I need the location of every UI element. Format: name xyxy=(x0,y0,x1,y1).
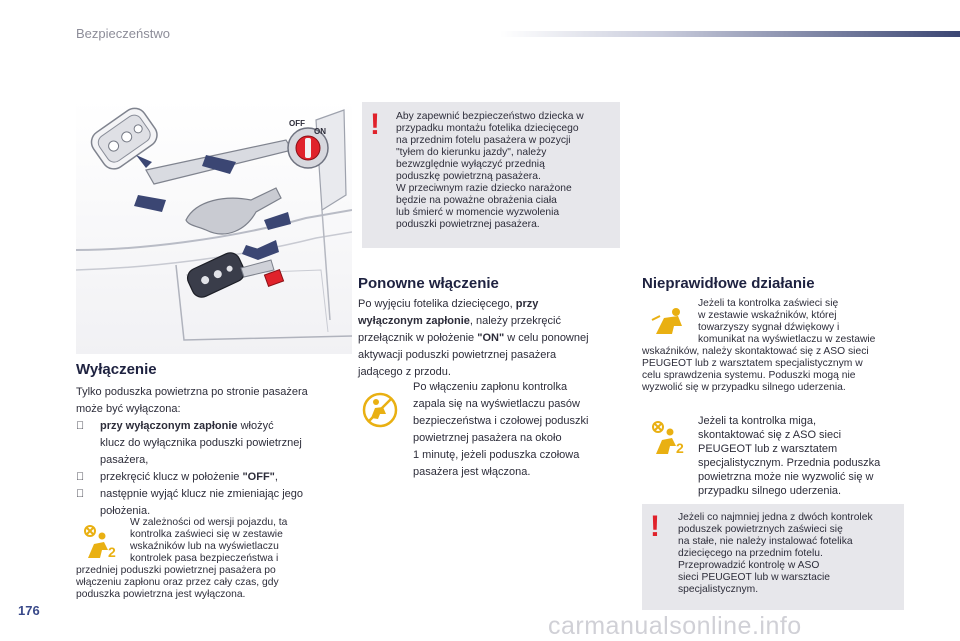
warning-line: sieci PEUGEOT lub w warsztacie xyxy=(678,572,831,583)
bold-text: wyłączonym zapłonie xyxy=(358,315,470,327)
note-line: kontrolka zaświeci się w zestawie xyxy=(130,529,283,540)
warning-line: poduszek powietrznych zaświeci się xyxy=(678,524,843,535)
section-heading-wylaczenie: Wyłączenie xyxy=(76,361,157,378)
text: , należy przekręcić xyxy=(469,315,561,327)
note-line: włączeniu zapłonu oraz przez cały czas, gdy xyxy=(76,577,279,588)
bullet-text xyxy=(100,418,274,435)
bold-text: przy xyxy=(515,298,539,310)
bullet-item xyxy=(76,418,366,435)
note-line: kontrolek pasa bezpieczeństwa i xyxy=(130,553,279,564)
note-line: Po włączeniu zapłonu kontrolka xyxy=(413,381,568,393)
note-line: poduszka powietrzna jest wyłączona. xyxy=(76,589,246,600)
note-line: powietrznej pasażera na około xyxy=(413,432,562,444)
bullet-continuation: klucz do wyłącznika poduszki powietrznej xyxy=(100,437,302,449)
warning-line: Jeżeli co najmniej jedna z dwóch kontrolek xyxy=(678,512,873,523)
note-line: zapala się na wyświetlaczu pasów xyxy=(413,398,580,410)
on-label: ON xyxy=(314,127,326,136)
note-line: specjalistycznym. Przednia poduszka xyxy=(698,457,881,469)
child-seat-warning-text xyxy=(396,111,618,231)
ponowne-line: aktywacji poduszki powietrznej pasażera xyxy=(358,349,557,361)
bullet-square-icon xyxy=(76,469,100,486)
bullet-item xyxy=(76,469,366,486)
ponowne-line xyxy=(358,296,624,313)
note-line: przypadku silnego uderzenia. xyxy=(698,485,842,497)
ponowne-line: jadącego z przodu. xyxy=(358,366,451,378)
warning-line: dziecięcego na przednim fotelu. xyxy=(678,548,823,559)
note-line: W zależności od wersji pojazdu, ta xyxy=(130,517,288,528)
text: Po wyjęciu fotelika dziecięcego, xyxy=(358,298,516,310)
warning-line: przypadku montażu fotelika dziecięcego xyxy=(396,123,579,134)
bullet-square-icon xyxy=(76,418,100,435)
page-number: 176 xyxy=(18,603,40,618)
bold-text: "OFF" xyxy=(242,471,275,483)
text: , xyxy=(274,471,278,483)
section-heading-ponowne: Ponowne włączenie xyxy=(358,275,499,292)
warning-line: Aby zapewnić bezpieczeństwo dziecka w xyxy=(396,111,584,122)
wylaczenie-body xyxy=(76,384,366,520)
text: włożyć xyxy=(237,420,274,432)
wylaczenie-intro: może być wyłączona: xyxy=(76,403,181,415)
ponowne-note xyxy=(413,379,625,481)
airbag-on-indicator-icon xyxy=(362,392,398,428)
icon-number: 2 xyxy=(676,440,684,456)
bold-text: przy wyłączonym zapłonie xyxy=(100,420,238,432)
note-line: wskaźników lub na wyświetlaczu xyxy=(130,541,279,552)
warning-line: poduszki powietrznej pasażera. xyxy=(396,219,540,230)
watermark: carmanualsonline.info xyxy=(548,612,802,640)
note-line: skontaktować się z ASO sieci xyxy=(698,429,842,441)
note-line: Jeżeli ta kontrolka miga, xyxy=(698,415,816,427)
airbag-fault-warning-text xyxy=(678,512,902,596)
note-line: pasażera jest włączona. xyxy=(413,466,531,478)
warning-line: specjalistycznym. xyxy=(678,584,759,595)
bullet-continuation: pasażera, xyxy=(100,454,149,466)
ponowne-body xyxy=(358,296,624,381)
section-heading-nieprawidlowe: Nieprawidłowe działanie xyxy=(642,275,815,292)
bullet-text xyxy=(100,469,278,486)
text: w celu ponownej xyxy=(504,332,589,344)
bullet-square-icon xyxy=(76,486,100,503)
warning-line: poduszkę powietrzną pasażera. xyxy=(396,171,541,182)
warning-line: Przeprowadzić kontrolę w ASO xyxy=(678,560,820,571)
nieprawidlowe-paragraph-2 xyxy=(698,414,906,498)
warning-line: będzie na poważne obrażenia ciała xyxy=(396,195,557,206)
warning-line: na przednim fotelu pasażera w pozycji xyxy=(396,135,571,146)
note-line: wyzwolić się w przypadku silnego uderzenia. xyxy=(642,382,846,393)
note-line: przedniej poduszki powietrznej pasażera po xyxy=(76,565,276,576)
bold-text: "ON" xyxy=(477,332,505,344)
note-line: PEUGEOT lub z warsztatem specjalistycznym w xyxy=(642,358,863,369)
note-line: celu sprawdzenia systemu. Poduszki mogą nie xyxy=(642,370,856,381)
wylaczenie-note xyxy=(76,517,368,601)
bullet-continuation: położenia. xyxy=(100,505,151,517)
off-label: OFF xyxy=(289,119,305,128)
warning-line: W przeciwnym razie dziecko narażone xyxy=(396,183,572,194)
warning-line: lub śmierć w momencie wyzwolenia xyxy=(396,207,560,218)
warning-exclamation-icon: ! xyxy=(370,108,380,141)
note-line: w zestawie wskaźników, której xyxy=(698,310,837,321)
note-line: bezpieczeństwa i czołowej poduszki xyxy=(413,415,589,427)
bullet-item xyxy=(76,486,366,503)
airbag-switch-drawing xyxy=(76,100,352,354)
note-line: PEUGEOT lub z warsztatem xyxy=(698,443,838,455)
icon-number: 2 xyxy=(108,544,116,560)
child-seat-warning-box xyxy=(362,102,620,248)
warning-exclamation-icon: ! xyxy=(650,510,660,543)
bullet-text: następnie wyjąć klucz nie zmieniając jego xyxy=(100,488,303,500)
note-line: Jeżeli ta kontrolka zaświeci się xyxy=(698,298,839,309)
warning-line: bezwzględnie wyłączyć przednią xyxy=(396,159,545,170)
header-gradient-bar xyxy=(500,31,960,37)
ponowne-line xyxy=(358,330,624,347)
airbag-switch-illustration xyxy=(76,100,352,354)
note-line: komunikat na wyświetlaczu w zestawie xyxy=(698,334,876,345)
note-line: 1 minutę, jeżeli poduszka czołowa xyxy=(413,449,580,461)
wylaczenie-intro: Tylko poduszka powietrzna po stronie pasażera xyxy=(76,386,308,398)
warning-line: na stałe, nie należy instalować fotelika xyxy=(678,536,853,547)
note-line: towarzyszy sygnał dźwiękowy i xyxy=(698,322,840,333)
ponowne-line xyxy=(358,313,624,330)
nieprawidlowe-paragraph-1 xyxy=(642,298,904,394)
section-title: Bezpieczeństwo xyxy=(76,26,170,41)
warning-line: "tyłem do kierunku jazdy", należy xyxy=(396,147,547,158)
airbag-fault-warning-box xyxy=(642,504,904,610)
text: przełącznik w położenie xyxy=(358,332,478,344)
airbag-off-blinking-icon xyxy=(648,420,688,456)
note-line: powietrzna może nie wyzwolić się w xyxy=(698,471,874,483)
text: przekręcić klucz w położenie xyxy=(100,471,243,483)
note-line: wskaźników, należy skontaktować się z ASO sieci xyxy=(642,346,869,357)
